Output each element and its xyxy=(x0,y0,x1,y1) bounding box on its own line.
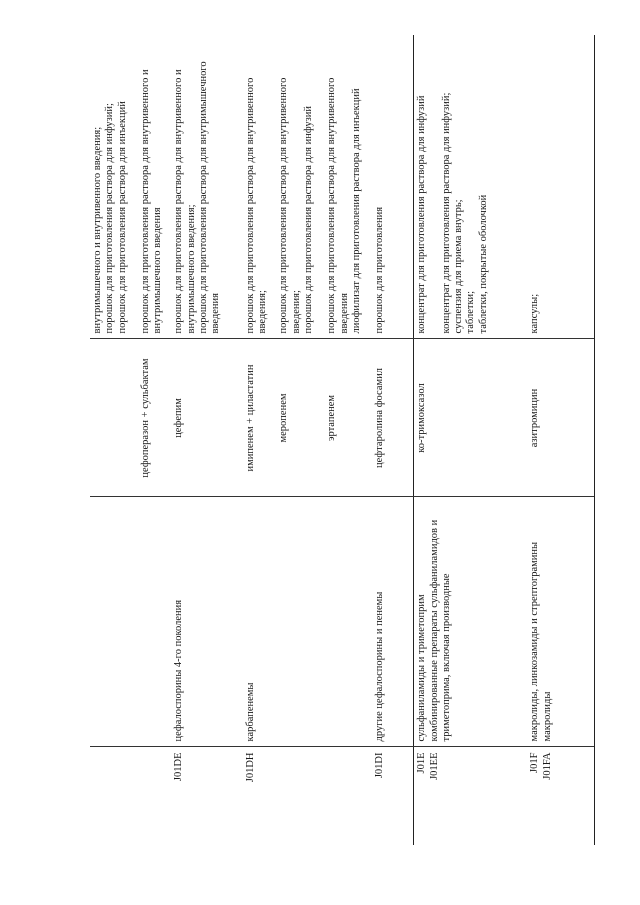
forms-text: таблетки, покрытые оболочкой xyxy=(477,194,489,334)
group-text: комбинированные препараты сульфаниламидов и триметоприма, включая производные xyxy=(428,519,452,742)
group-cell xyxy=(276,497,324,747)
code-cell xyxy=(171,747,243,845)
group-text: макролиды xyxy=(541,691,553,742)
inn-text: меропенем xyxy=(278,393,290,443)
code-text: J01DI xyxy=(373,752,385,779)
inn-text: ко-тримоксазол xyxy=(416,383,428,453)
forms-cell xyxy=(324,35,372,339)
forms-cell xyxy=(414,35,528,339)
inn-cell xyxy=(276,339,324,497)
inn-cell xyxy=(324,339,372,497)
forms-text: порошок для приготовления раствора для внутривенного введения; xyxy=(245,77,269,334)
forms-text: порошок для приготовления раствора для инфузий xyxy=(303,105,315,334)
forms-text: порошок для приготовления раствора для инфузий; xyxy=(104,103,116,334)
inn-cell xyxy=(138,339,171,497)
code-cell xyxy=(324,747,372,845)
group-cell xyxy=(324,497,372,747)
table-row xyxy=(171,35,243,845)
forms-text: капсулы; xyxy=(529,293,541,334)
forms-text: порошок для приготовления xyxy=(373,206,385,334)
spacer xyxy=(429,40,441,334)
forms-text: порошок для приготовления раствора для внутримышечного введения xyxy=(197,61,222,334)
forms-cell xyxy=(171,35,243,339)
forms-text: лиофилизат для приготовления раствора для инъекций xyxy=(350,88,362,334)
group-cell xyxy=(414,497,528,747)
code-text: J01DE xyxy=(173,752,185,782)
group-text: сульфаниламиды и триметоприм xyxy=(416,594,428,742)
code-cell xyxy=(527,747,594,845)
code-cell xyxy=(414,747,528,845)
group-cell xyxy=(243,497,276,747)
forms-cell xyxy=(138,35,171,339)
forms-cell xyxy=(276,35,324,339)
table-row xyxy=(372,35,414,845)
forms-cell xyxy=(90,35,138,339)
inn-cell xyxy=(90,339,138,497)
table-row xyxy=(138,35,171,845)
code-text: J01F xyxy=(529,752,541,773)
inn-cell xyxy=(527,339,594,497)
code-text: J01FA xyxy=(541,752,553,780)
drug-table xyxy=(90,35,595,845)
table-row xyxy=(324,35,372,845)
group-cell xyxy=(372,497,414,747)
forms-text: концентрат для приготовления раствора для инфузий xyxy=(416,95,428,334)
inn-text: эртапенем xyxy=(326,394,338,442)
forms-text: порошок для приготовления раствора для внутривенного и внутримышечного введения xyxy=(139,69,164,334)
inn-text: цефоперазон + сульбактам xyxy=(139,358,151,478)
table-row xyxy=(90,35,138,845)
forms-text: порошок для приготовления раствора для инъекций xyxy=(116,101,128,334)
forms-text: суспензия для приема внутрь; xyxy=(452,199,464,334)
forms-cell xyxy=(372,35,414,339)
code-cell xyxy=(276,747,324,845)
inn-cell xyxy=(414,339,528,497)
group-text: цефалоспорины 4-го поколения xyxy=(173,599,185,742)
inn-cell xyxy=(372,339,414,497)
group-text: карбапенемы xyxy=(245,682,256,742)
group-cell xyxy=(527,497,594,747)
table-row xyxy=(276,35,324,845)
inn-text: цефтаролина фосамил xyxy=(373,368,385,468)
forms-cell xyxy=(527,35,594,339)
group-text: макролиды, линкозамиды и стрептограмины xyxy=(529,541,541,742)
inn-text: цефепим xyxy=(173,398,185,438)
forms-cell xyxy=(243,35,276,339)
inn-text: имипенем + циластатин xyxy=(245,364,256,472)
forms-text: порошок для приготовления раствора для внутривенного введения xyxy=(326,77,350,334)
code-text: J01EE xyxy=(428,752,440,780)
table-row xyxy=(243,35,276,845)
group-cell xyxy=(171,497,243,747)
rotated-page xyxy=(90,35,595,845)
code-cell xyxy=(138,747,171,845)
forms-text: порошок для приготовления раствора для внутривенного и внутримышечного введения; xyxy=(173,69,197,334)
code-cell xyxy=(372,747,414,845)
code-text: J01DH xyxy=(245,752,256,783)
inn-cell xyxy=(171,339,243,497)
inn-cell xyxy=(243,339,276,497)
forms-text: порошок для приготовления раствора для внутривенного введения; xyxy=(278,77,302,334)
code-text: J01E xyxy=(416,752,428,774)
forms-text: внутримышечного и внутривенного введения; xyxy=(92,126,103,334)
group-text: другие цефалоспорины и пенемы xyxy=(373,591,385,742)
group-cell xyxy=(90,497,138,747)
forms-text: таблетки; xyxy=(465,290,477,334)
group-cell xyxy=(138,497,171,747)
code-cell xyxy=(90,747,138,845)
inn-text: азитромицин xyxy=(529,388,541,448)
drug-table-body xyxy=(90,35,595,845)
code-cell xyxy=(243,747,276,845)
table-row xyxy=(414,35,528,845)
forms-text: концентрат для приготовления раствора для инфузий; xyxy=(440,92,452,334)
table-row xyxy=(527,35,594,845)
